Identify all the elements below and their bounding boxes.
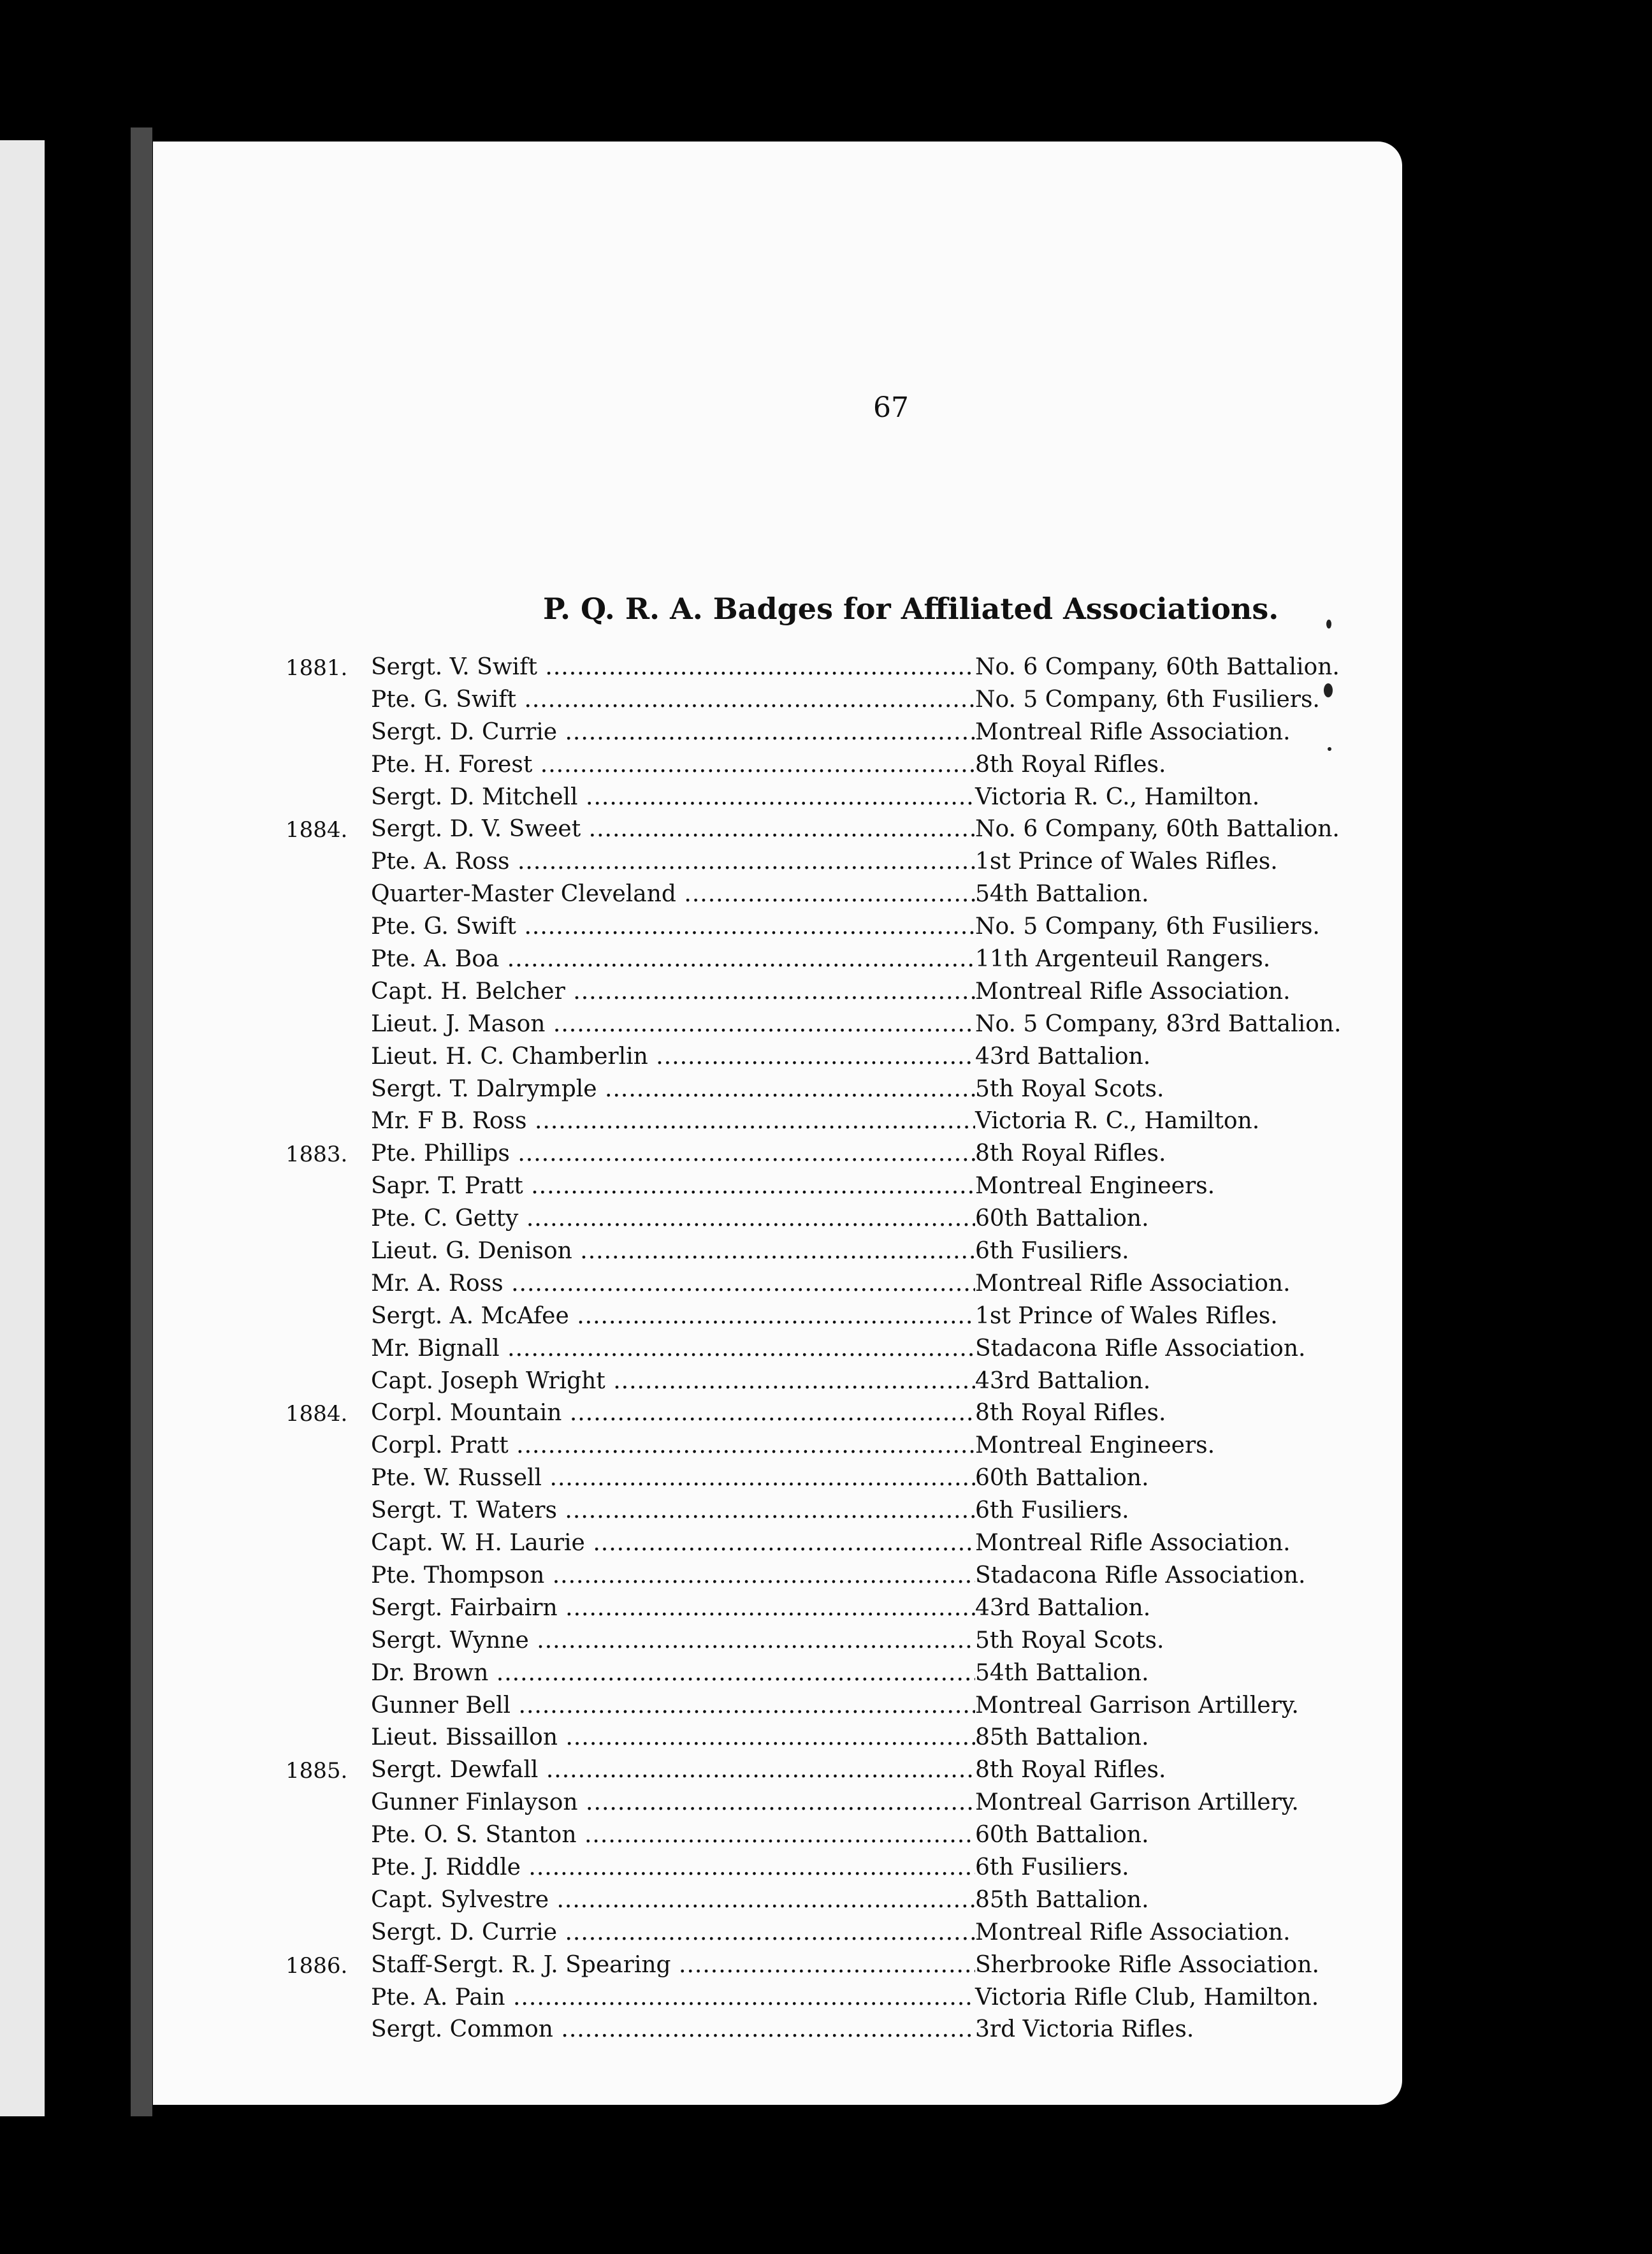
entry-name: Lieut. J. Mason ..... [371,1011,975,1037]
entry-name: Sergt. T. Waters ..... [371,1497,975,1523]
entry-name: Mr. A. Ross ..... [371,1270,975,1297]
entry-unit: 8th Royal Rifles. [975,751,1166,778]
entry-name: Sergt. Wynne ..... [371,1627,975,1654]
list-item [153,1787,1402,1819]
list-item [153,1592,1402,1625]
document-page [153,142,1402,2105]
entry-name: Quarter-Master Cleveland ..... [371,881,975,907]
entry-name: Sergt. D. Mitchell ..... [371,784,975,810]
entry-unit: 60th Battalion. [975,1465,1149,1492]
list-item [153,1495,1402,1527]
entry-name: Sergt. A. McAfee ..... [371,1303,975,1329]
entry-name: Sergt. T. Dalrymple ..... [371,1076,975,1102]
entry-unit: Victoria Rifle Club, Hamilton. [975,1984,1319,2010]
list-item [153,1657,1402,1690]
entry-name: Capt. H. Belcher ..... [371,978,975,1005]
entry-unit: 6th Fusiliers. [975,1854,1129,1880]
entry-unit: 3rd Victoria Rifles. [975,2016,1194,2043]
list-item [153,1949,1402,1982]
list-item [153,1430,1402,1462]
list-item [153,1041,1402,1073]
entry-unit: 85th Battalion. [975,1724,1149,1751]
entry-unit: Montreal Engineers. [975,1173,1215,1200]
entry-year: 1886. [286,1952,348,1979]
list-item [153,1527,1402,1560]
entry-name: Pte. O. S. Stanton ..... [371,1822,975,1848]
entry-unit: No. 6 Company, 60th Battalion. [975,654,1340,680]
entry-name: Gunner Bell ..... [371,1692,975,1719]
entry-year: 1883. [286,1142,348,1168]
list-item [153,2014,1402,2046]
scan-specks [1322,620,1342,760]
entry-name: Corpl. Mountain ..... [371,1400,975,1426]
list-item [153,1170,1402,1203]
entry-name: Pte. A. Pain ..... [371,1984,975,2010]
entry-unit: 1st Prince of Wales Rifles. [975,848,1278,875]
entry-name: Pte. Phillips ..... [371,1140,975,1167]
entry-unit: Stadacona Rifle Association. [975,1335,1306,1362]
list-item [153,1917,1402,1949]
entry-unit: Montreal Engineers. [975,1432,1215,1459]
list-item [153,1982,1402,2014]
entry-unit: Montreal Rifle Association. [975,718,1291,745]
entry-name: Capt. Joseph Wright ..... [371,1368,975,1394]
entry-name: Mr. Bignall ..... [371,1335,975,1362]
entry-unit: No. 5 Company, 6th Fusiliers. [975,913,1320,940]
entry-unit: 8th Royal Rifles. [975,1140,1166,1167]
entry-name: Dr. Brown ..... [371,1660,975,1686]
list-item [153,1300,1402,1333]
list-item [153,1560,1402,1592]
entry-unit: 8th Royal Rifles. [975,1757,1166,1784]
entry-unit: Montreal Garrison Artillery. [975,1692,1299,1719]
list-item [153,943,1402,976]
list-item [153,813,1402,846]
list-item [153,1365,1402,1398]
list-item [153,878,1402,911]
entry-name: Sergt. D. V. Sweet ..... [371,816,975,842]
entry-unit: 60th Battalion. [975,1205,1149,1232]
page-number: 67 [873,391,909,424]
entry-unit: Montreal Rifle Association. [975,1270,1291,1297]
entry-unit: 6th Fusiliers. [975,1497,1129,1524]
list-item [153,749,1402,782]
list-item [153,1722,1402,1754]
entry-name: Pte. G. Swift ..... [371,913,975,940]
list-item [153,1073,1402,1106]
entry-unit: 6th Fusiliers. [975,1238,1129,1265]
entry-unit: 43rd Battalion. [975,1594,1151,1621]
entry-name: Pte. A. Boa ..... [371,946,975,972]
page-heading: P. Q. R. A. Badges for Affiliated Associations. [543,592,1279,626]
adjacent-page-edge [0,140,45,2116]
list-item [153,846,1402,878]
entry-unit: Victoria R. C., Hamilton. [975,1108,1260,1135]
entry-unit: 85th Battalion. [975,1886,1149,1913]
list-item [153,1235,1402,1268]
entry-unit: 54th Battalion. [975,1659,1149,1686]
list-item [153,1138,1402,1170]
list-item [153,1884,1402,1917]
entry-name: Pte. W. Russell ..... [371,1465,975,1491]
entry-unit: 5th Royal Scots. [975,1627,1164,1654]
entry-unit: No. 5 Company, 6th Fusiliers. [975,686,1320,713]
entry-unit: 1st Prince of Wales Rifles. [975,1302,1278,1329]
entry-name: Lieut. Bissaillon ..... [371,1724,975,1750]
entry-name: Lieut. H. C. Chamberlin ..... [371,1043,975,1070]
entry-unit: 54th Battalion. [975,881,1149,908]
list-item [153,976,1402,1008]
list-item [153,1268,1402,1300]
entry-unit: 60th Battalion. [975,1822,1149,1849]
entry-name: Sergt. D. Currie ..... [371,719,975,745]
entry-unit: 11th Argenteuil Rangers. [975,946,1271,973]
entry-name: Pte. H. Forest ..... [371,752,975,778]
list-item [153,716,1402,749]
entry-name: Sergt. Common ..... [371,2016,975,2042]
entry-name: Gunner Finlayson ..... [371,1789,975,1815]
entry-name: Sergt. Dewfall ..... [371,1757,975,1783]
list-item [153,1690,1402,1722]
entry-unit: 43rd Battalion. [975,1043,1151,1070]
entry-unit: Montreal Rifle Association. [975,978,1291,1005]
entry-name: Capt. Sylvestre ..... [371,1887,975,1913]
entry-unit: Stadacona Rifle Association. [975,1562,1306,1589]
entry-unit: No. 6 Company, 60th Battalion. [975,816,1340,843]
list-item [153,1852,1402,1884]
list-item [153,1462,1402,1495]
list-item [153,651,1402,684]
entry-year: 1885. [286,1758,348,1784]
list-item [153,1105,1402,1138]
entry-name: Lieut. G. Denison ..... [371,1238,975,1264]
entry-name: Pte. G. Swift ..... [371,687,975,713]
entry-name: Sapr. T. Pratt ..... [371,1173,975,1199]
entry-name: Pte. J. Riddle ..... [371,1854,975,1880]
list-item [153,1754,1402,1787]
list-item [153,684,1402,716]
entry-name: Staff-Sergt. R. J. Spearing ..... [371,1952,975,1978]
entry-unit: Victoria R. C., Hamilton. [975,783,1260,810]
list-item [153,1625,1402,1657]
list-item [153,1333,1402,1365]
list-item [153,1819,1402,1852]
entry-name: Pte. A. Ross ..... [371,848,975,875]
entry-name: Sergt. Fairbairn ..... [371,1595,975,1621]
entry-name: Sergt. V. Swift ..... [371,654,975,680]
list-item [153,911,1402,943]
book-spine-shadow [131,127,152,2116]
entry-name: Pte. C. Getty ..... [371,1205,975,1232]
entry-year: 1884. [286,1401,348,1427]
entry-name: Pte. Thompson ..... [371,1562,975,1589]
entry-name: Sergt. D. Currie ..... [371,1919,975,1945]
entry-name: Corpl. Pratt ..... [371,1432,975,1458]
badge-recipient-list [153,651,1402,2046]
entry-unit: Montreal Rifle Association. [975,1530,1291,1557]
list-item [153,782,1402,814]
entry-name: Mr. F B. Ross ..... [371,1108,975,1134]
entry-unit: No. 5 Company, 83rd Battalion. [975,1010,1342,1037]
entry-year: 1881. [286,655,348,681]
entry-unit: Montreal Rifle Association. [975,1919,1291,1945]
entry-unit: 43rd Battalion. [975,1367,1151,1394]
entry-year: 1884. [286,817,348,843]
list-item [153,1397,1402,1430]
entry-unit: Sherbrooke Rifle Association. [975,1951,1319,1978]
list-item [153,1008,1402,1041]
entry-unit: Montreal Garrison Artillery. [975,1789,1299,1816]
entry-unit: 8th Royal Rifles. [975,1400,1166,1427]
entry-name: Capt. W. H. Laurie ..... [371,1530,975,1556]
list-item [153,1203,1402,1235]
entry-unit: 5th Royal Scots. [975,1075,1164,1102]
